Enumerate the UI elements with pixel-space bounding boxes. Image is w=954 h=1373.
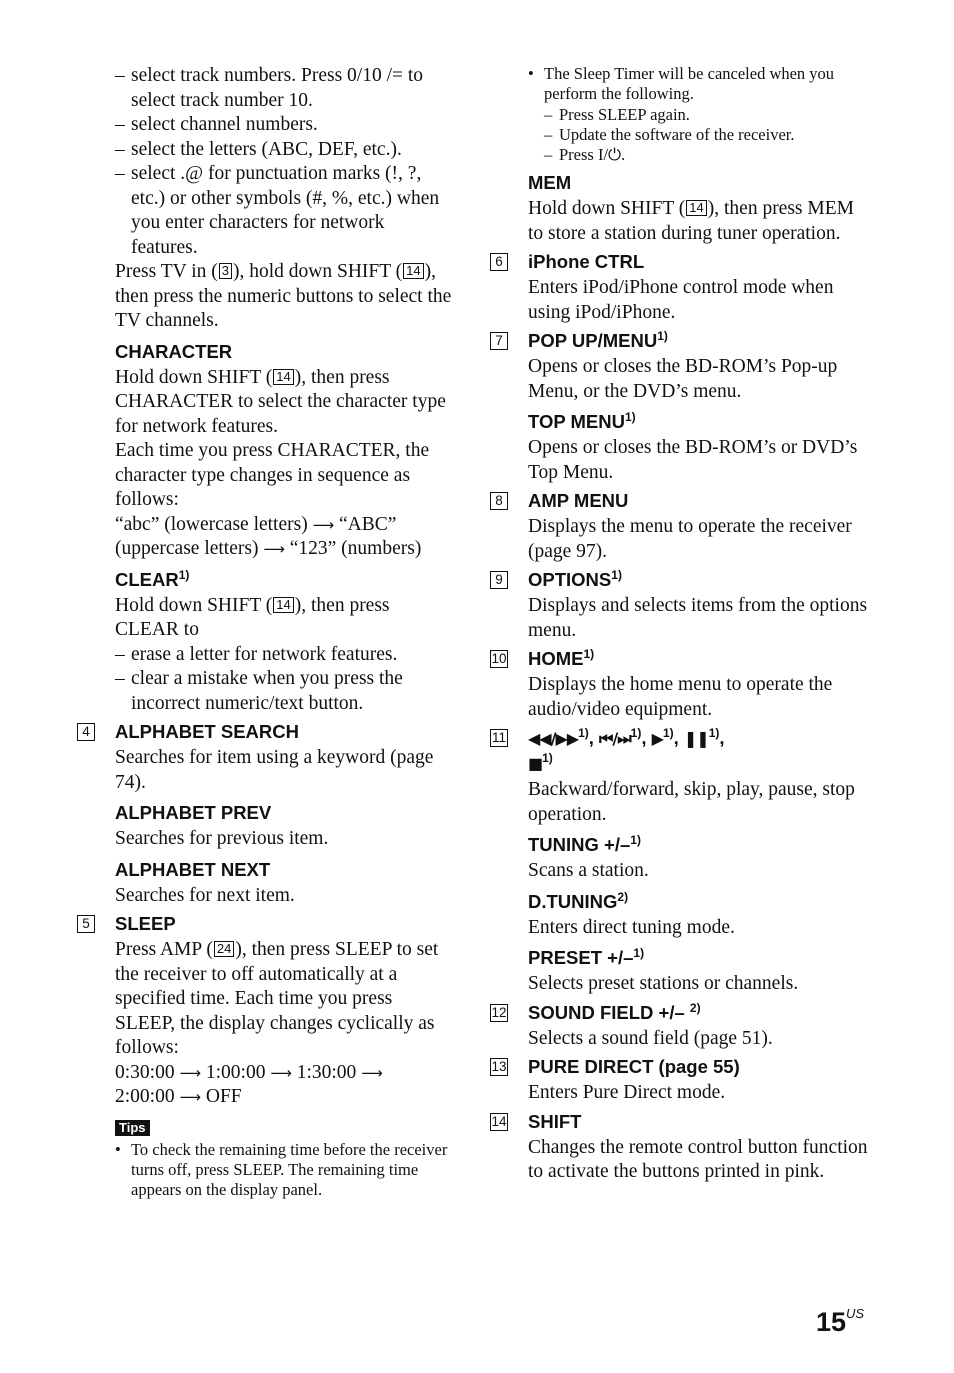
section-heading-shift: 14 SHIFT [491,1110,582,1132]
options-text: Displays and selects items from the options menu. [528,595,868,641]
section-heading-preset: PRESET +/–$^{1)}$ [528,946,645,969]
section-number-box: 8 [490,492,508,510]
list-item: – select channel numbers. [115,113,455,138]
button-ref-box: 3 [219,263,232,279]
section-heading-transport: 11 ◀◀/▶▶$^{1)}$, ⏮/⏭$^{1)}$, ▶$^{1)}$, ❚❚$^{1)}$, ■$^{1)}$ [491,726,725,774]
button-ref-box: 14 [403,263,423,279]
tips-badge: Tips [115,1120,150,1136]
section-heading-tuning: TUNING +/–$^{1)}$ [528,833,641,856]
mem-paragraph: Hold down SHIFT ( 14 ), then press MEM to store a station during tuner operation. [528,198,854,244]
list-item: – select the letters (ABC, DEF, etc.). [115,138,455,163]
play-icon: ▶ [651,729,663,749]
character-sequence-intro: Each time you press CHARACTER, the character type changes in sequence as follows: [115,440,430,510]
section-heading-top-menu: TOP MENU$^{1)}$ [528,410,636,433]
home-text: Displays the home menu to operate the audio/video equipment. [528,674,833,720]
sleep-sequence: 0:30:00 ⟶ 1:00:00 ⟶ 1:30:00 ⟶ 2:00:00 ⟶ OFF [115,1061,383,1107]
rewind-forward-icon: ◀◀/▶▶ [528,729,579,749]
section-heading-options: 9 OPTIONS$^{1)}$ [528,568,868,592]
top-menu-text: Opens or closes the BD-ROM’s or DVD’s Top Menu. [528,437,858,483]
popup-menu-text: Opens or closes the BD-ROM’s Pop-up Menu, or the DVD’s menu. [528,356,838,402]
preset-text: Selects preset stations or channels. [528,973,799,995]
stop-icon: ■ [528,754,543,774]
section-heading-alphabet-search: 4 ALPHABET SEARCH [115,720,455,744]
arrow-right-icon: ⟶ [179,1088,201,1106]
shift-text: Changes the remote control button function to activate the buttons printed in pink. [528,1136,868,1183]
list-item: – Press I/⏻. [544,145,868,165]
section-heading-clear: CLEAR$^{1)}$ [115,567,190,590]
transport-text: Backward/forward, skip, play, pause, stop operation. [528,779,855,825]
arrow-right-icon: ⟶ [263,540,285,558]
sleep-cancel-note: • The Sleep Timer will be canceled when you perform the following. [528,64,868,105]
tv-paragraph: Press TV in ( 3 ), hold down SHIFT ( 14 ), then press the numeric buttons to select the TV channels. [115,261,452,331]
list-item: – select .@ for punctuation marks (!, ?, etc.) or other symbols (#, %, etc.) when you enter characters for network features. [115,162,455,260]
section-heading-sleep: 5 SLEEP [115,912,455,936]
section-heading-d-tuning: D.TUNING$^{2)}$ [528,889,629,912]
list-item: – select track numbers. Press 0/10 /= to select track number 10. [115,64,455,113]
pause-icon: ❚❚ [683,729,709,749]
section-number-box: 6 [490,253,508,271]
amp-menu-text: Displays the menu to operate the receiver (page 97). [528,516,852,562]
list-item: – Update the software of the receiver. [544,125,868,145]
section-heading-character: CHARACTER [115,340,233,362]
left-column [82,64,455,1200]
arrow-right-icon: ⟶ [361,1063,383,1082]
section-number-box: 9 [490,571,508,589]
sound-field-text: Selects a sound field (page 51). [528,1027,773,1049]
character-paragraph: Hold down SHIFT ( 14 ), then press CHARACTER to select the character type for network features. [115,366,446,437]
section-heading-pure-direct: 13 PURE DIRECT (page 55) [491,1056,740,1078]
section-heading-alphabet-next: ALPHABET NEXT [115,858,271,880]
section-heading-popup-menu: 7 POP UP/MENU$^{1)}$ [528,329,868,353]
list-item: – clear a mistake when you press the incorrect numeric/text button. [115,667,455,716]
iphone-ctrl-text: Enters iPod/iPhone control mode when using iPod/iPhone. [528,277,834,323]
alphabet-next-text: Searches for next item. [115,884,295,906]
clear-paragraph: Hold down SHIFT ( 14 ), then press CLEAR to [115,594,390,640]
pure-direct-text: Enters Pure Direct mode. [528,1082,726,1104]
page-number: $15^{US}$ [816,1306,865,1337]
arrow-right-icon: ⟶ [270,1063,292,1082]
section-heading-sound-field: 12 SOUND FIELD +/– $^{2)}$ [491,1000,701,1023]
right-column [491,64,868,1185]
tuning-text: Scans a station. [528,860,649,882]
section-number-box: 10 [491,651,507,667]
section-number-box: 12 [491,1004,507,1020]
section-heading-home: 10 HOME$^{1)}$ [491,647,595,670]
d-tuning-text: Enters direct tuning mode. [528,916,735,938]
alphabet-prev-text: Searches for previous item. [115,828,329,849]
alphabet-search-text: Searches for item using a keyword (page 74). [115,747,434,793]
sleep-paragraph: Press AMP ( 24 ), then press SLEEP to set the receiver to off automatically at a specified time. Each time you press SLEEP, the display changes cyclically as follows: [115,939,439,1058]
skip-icon: ⏮/⏭ [599,729,631,749]
arrow-right-icon: ⟶ [312,515,335,534]
section-number-box: 7 [490,332,508,350]
list-item: – Press SLEEP again. [544,105,868,125]
section-heading-mem: MEM [528,172,572,194]
arrow-right-icon: ⟶ [179,1063,201,1082]
section-heading-iphone-ctrl: 6 iPhone CTRL [528,250,868,274]
section-number-box: 4 [77,723,95,741]
section-heading-alphabet-prev: ALPHABET PREV [115,802,272,823]
list-item: – erase a letter for network features. [115,643,455,668]
section-number-box: 5 [77,915,95,933]
section-number-box: 11 [491,730,506,746]
section-number-box: 14 [491,1113,507,1129]
character-sequence: “abc” (lowercase letters) ⟶ “ABC” (uppercase letters) ⟶ “123” (numbers) [115,513,422,559]
section-heading-amp-menu: 8 AMP MENU [528,489,868,513]
section-number-box: 13 [491,1059,507,1075]
tip-text: • To check the remaining time before the receiver turns off, press SLEEP. The remaining time appears on the display panel. [115,1140,455,1201]
